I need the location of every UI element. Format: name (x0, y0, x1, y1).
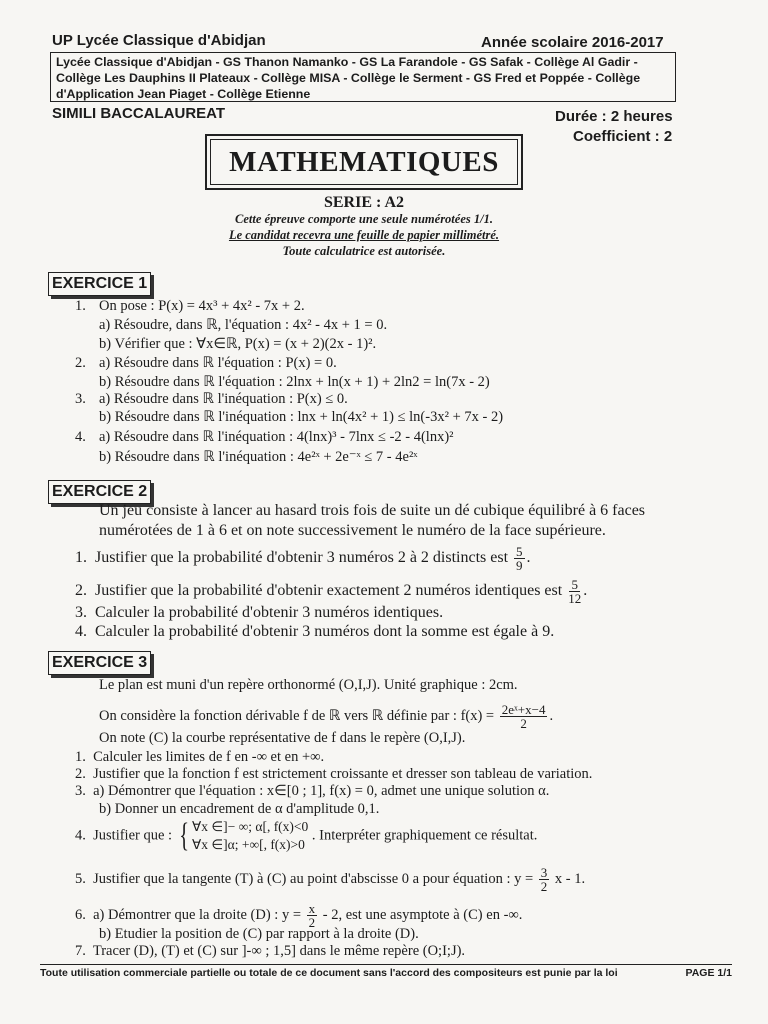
q5-fraction (539, 866, 550, 893)
brace-icon: { (178, 817, 189, 854)
q6-fraction (307, 902, 318, 929)
ex1-line-number: 3. (75, 391, 86, 407)
ex2-q4 (75, 623, 554, 641)
ex3-q3a-text: a) Démontrer que l'équation : x∈[0 ; 1], f(x) = 0, admet une unique solution α. (93, 783, 550, 799)
exercise-1-heading: EXERCICE 1 (48, 272, 151, 296)
ex2-q1: 1. Justifier que la probabilité d'obtenir 3 numéros 2 à 2 distincts est $\frac{5}{9}$ . (75, 544, 531, 573)
exercise-3-heading: EXERCICE 3 (48, 651, 151, 675)
ex1-line (75, 409, 503, 426)
q4-system (192, 818, 308, 854)
ex2-q2: 2. Justifier que la probabilité d'obtenir exactement 2 numéros identiques est $\frac{5}{12}$ . (75, 577, 588, 606)
ex2-q2-num: 2. (75, 582, 87, 600)
serie: SERIE : A2 (323, 194, 405, 211)
ex1-line-number: 1. (75, 298, 86, 314)
school-name: UP Lycée Classique d'Abidjan (52, 32, 266, 49)
ex3-q1-text: Calculer les limites de f en -∞ et en +∞. (93, 749, 325, 765)
ex1-line-text: a) Résoudre dans ℝ l'inéquation : 4(lnx)³ - 7lnx ≤ -2 - 4(lnx)² (99, 429, 454, 445)
q2-denominator: 12 (568, 591, 582, 606)
ex1-line (75, 391, 348, 408)
ex3-q2-text: Justifier que la fonction f est strictement croissante et dresser son tableau de variation. (93, 766, 593, 782)
footer-text: Toute utilisation commerciale partielle ou totale de ce document sans l'accord des compositeurs est punie par la loi (40, 967, 618, 979)
ex2-q4-text: Calculer la probabilité d'obtenir 3 numéros dont la somme est égale à 9. (95, 623, 555, 640)
ex2-intro-1: Un jeu consiste à lancer au hasard trois fois de suite un dé cubique équilibré à 6 faces (99, 502, 646, 519)
ex1-line-text: a) Résoudre dans ℝ l'inéquation : P(x) ≤ 0. (99, 391, 348, 407)
ex1-line (75, 336, 376, 353)
ex1-line-number: 2. (75, 355, 86, 371)
ex3-q5 (75, 866, 585, 893)
ex2-q1-text: Justifier que la probabilité d'obtenir 3 numéros 2 à 2 distincts est (95, 549, 509, 567)
ex2-q3-num: 3. (75, 604, 87, 621)
ex3-intro-2: On considère la fonction dérivable f de ℝ vers ℝ définie par : f(x) = $\frac{\text{2eˣ+x−4}}{2}$ . (99, 702, 554, 731)
ex3-q6-num: 6. (75, 906, 86, 923)
q1-denominator: 9 (516, 558, 523, 573)
f-fraction (500, 703, 548, 730)
note-1: Cette épreuve comporte une seule numérotées 1/1. (235, 212, 493, 226)
ex3-intro-2-text: On considère la fonction dérivable f de ℝ vers ℝ définie par : f(x) = (99, 707, 495, 724)
title-box (205, 134, 523, 190)
ex3-q3b: b) Donner un encadrement de α d'amplitude 0,1. (99, 801, 380, 817)
ex1-line (75, 374, 490, 391)
ex1-line-text: b) Vérifier que : ∀x∈ℝ, P(x) = (x + 2)(2x - 1)². (99, 336, 377, 352)
ex2-q2-fraction (568, 578, 581, 605)
ex3-intro-1: Le plan est muni d'un repère orthonormé (O,I,J). Unité graphique : 2cm. (99, 677, 518, 693)
ex3-q3-num: 3. (75, 783, 86, 799)
ex3-q5-num: 5. (75, 870, 86, 887)
ex3-q6b: b) Etudier la position de (C) par rapport à la droite (D). (99, 926, 419, 942)
ex2-q2-text: Justifier que la probabilité d'obtenir exactement 2 numéros identiques est (95, 582, 563, 600)
ex1-line-text: b) Résoudre dans ℝ l'inéquation : 4e²ˣ + 2e⁻ˣ ≤ 7 - 4e²ˣ (99, 449, 418, 465)
ex3-q4-end: . Interpréter graphiquement ce résultat. (311, 827, 538, 844)
ex1-line-text: On pose : P(x) = 4x³ + 4x² - 7x + 2. (99, 298, 305, 314)
ex3-q5-text: Justifier que la tangente (T) à (C) au point d'abscisse 0 a pour équation : y = (93, 870, 534, 887)
ex3-q3a (75, 783, 549, 800)
ex3-q1-num: 1. (75, 749, 86, 765)
page-number: PAGE 1/1 (685, 967, 732, 979)
ex1-line-text: a) Résoudre dans ℝ l'équation : P(x) = 0. (99, 355, 337, 371)
ex1-line-text: b) Résoudre dans ℝ l'équation : 2lnx + ln(x + 1) + 2ln2 = ln(7x - 2) (99, 374, 490, 390)
exercise-2-heading: EXERCICE 2 (48, 480, 151, 504)
ex3-q7-text: Tracer (D), (T) et (C) sur ]-∞ ; 1,5] dans le même repère (O;I;J). (92, 943, 466, 959)
ex3-q7-num: 7. (75, 943, 86, 959)
ex3-q5-end: x - 1. (554, 870, 586, 887)
ex3-q6a (75, 902, 522, 929)
ex2-q3 (75, 604, 443, 622)
ex2-q4-num: 4. (75, 623, 87, 640)
ex2-q1-num: 1. (75, 549, 87, 567)
ex2-intro-2: numérotées de 1 à 6 et on note successivement le numéro de la face supérieure. (99, 522, 606, 539)
ex1-line-text: b) Résoudre dans ℝ l'inéquation : lnx + ln(4x² + 1) ≤ ln(-3x² + 7x - 2) (99, 409, 504, 425)
school-year: Année scolaire 2016-2017 (481, 34, 664, 51)
footer (40, 964, 732, 979)
exam-name: SIMILI BACCALAUREAT (52, 105, 226, 122)
ex2-q1-fraction (514, 545, 525, 572)
ex1-line (75, 429, 454, 446)
ex3-q2-num: 2. (75, 766, 86, 782)
coefficient: Coefficient : 2 (573, 128, 673, 145)
ex3-q6-end: - 2, est une asymptote à (C) en -∞. (322, 906, 523, 923)
page-title: MATHEMATIQUES (210, 139, 518, 185)
note-3: Toute calculatrice est autorisée. (282, 244, 446, 258)
ex1-line-text: a) Résoudre, dans ℝ, l'équation : 4x² - 4x + 1 = 0. (99, 317, 388, 333)
ex1-line (75, 449, 417, 466)
q6-denominator: 2 (308, 915, 316, 930)
f-denominator: 2 (520, 716, 527, 731)
duration: Durée : 2 heures (555, 108, 673, 125)
ex1-line (75, 317, 387, 334)
ex1-line (75, 355, 337, 372)
q5-numerator: 3 (540, 865, 548, 880)
note-2: Le candidat recevra une feuille de papier millimétré. (228, 228, 500, 242)
q2-numerator: 5 (571, 577, 578, 592)
ex3-q7 (75, 943, 465, 960)
schools-list: Lycée Classique d'Abidjan - GS Thanon Namanko - GS La Farandole - GS Safak - Collège Al Gadir - Collège Les Dauphins II Plateaux - Collège MISA - Collège le Serment - GS Fred et Poppée - Collège d'Application Jean Piaget - Collège Etienne (50, 52, 676, 102)
ex1-line-number: 4. (75, 429, 86, 445)
f-numerator: 2eˣ+x−4 (501, 702, 546, 717)
q6-numerator: x (308, 901, 316, 916)
q1-numerator: 5 (516, 544, 523, 559)
q5-denominator: 2 (540, 879, 548, 894)
ex3-q6a-text: a) Démontrer que la droite (D) : y = (93, 906, 302, 923)
ex3-intro-3: On note (C) la courbe représentative de f dans le repère (O,I,J). (99, 730, 466, 746)
ex3-q2 (75, 766, 592, 783)
ex3-q4-text: Justifier que : (93, 827, 173, 844)
ex3-q1 (75, 749, 324, 766)
ex2-q3-text: Calculer la probabilité d'obtenir 3 numéros identiques. (95, 604, 444, 621)
ex3-q4 (75, 818, 537, 854)
ex1-line (75, 298, 305, 315)
ex3-q4-num: 4. (75, 827, 86, 844)
q4-line-1: ∀x ∈]− ∞; α[, f(x)<0 (192, 819, 309, 834)
q4-line-2: ∀x ∈]α; +∞[, f(x)>0 (192, 837, 305, 852)
